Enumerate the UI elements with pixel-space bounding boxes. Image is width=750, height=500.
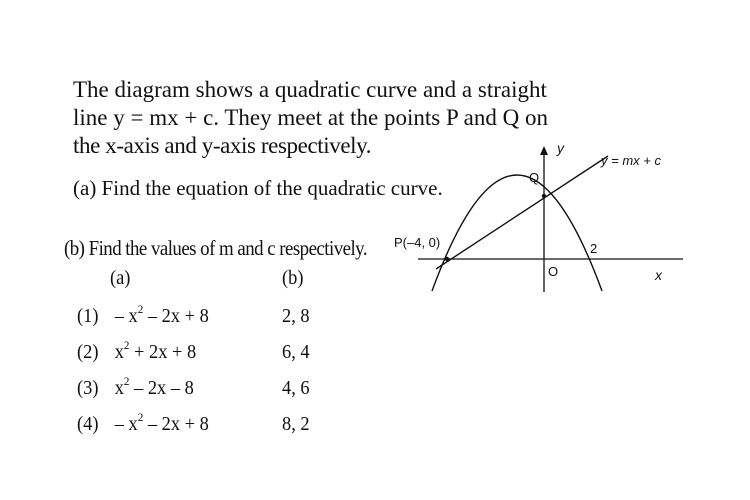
- quadratic-curve: [432, 175, 602, 291]
- intro-line-3: the x-axis and y-axis respectively.: [73, 133, 372, 158]
- option-b-values: 2, 8: [282, 305, 310, 327]
- intro-line-1: The diagram shows a quadratic curve and a straight: [73, 77, 547, 102]
- option-b-values: 6, 4: [282, 341, 310, 363]
- option-a-expression: $x^2 + 2x + 8$: [114, 338, 197, 363]
- option-label: (3): [77, 377, 99, 399]
- point-p-label: P(–4, 0): [394, 235, 441, 250]
- option-a-expression: – $x^2 - 2x + 8$: [114, 410, 209, 435]
- point-q-dot: [542, 194, 546, 198]
- option-row-2[interactable]: [77, 338, 197, 364]
- option-label: (1): [77, 305, 99, 327]
- options-header-b: (b): [282, 267, 304, 289]
- options-header-a: (a): [110, 267, 131, 289]
- line-equation-label: y = mx + c: [601, 153, 661, 168]
- option-row-4[interactable]: [77, 410, 209, 436]
- option-a-expression: $x^2 - 2x - 8$: [114, 374, 194, 399]
- point-p-dot: [445, 257, 449, 261]
- option-label: (2): [77, 341, 99, 363]
- y-axis-label: y: [557, 140, 564, 156]
- intro-line-2: line y = mx + c. They meet at the points P and Q on: [73, 105, 549, 130]
- option-b-values: 4, 6: [282, 377, 310, 399]
- option-b-values: 8, 2: [282, 413, 310, 435]
- option-row-3[interactable]: [77, 374, 194, 400]
- origin-label: O: [548, 264, 559, 279]
- part-a-question: (a) Find the equation of the quadratic curve.: [73, 176, 443, 200]
- option-label: (4): [77, 413, 99, 435]
- option-row-1[interactable]: [77, 302, 209, 328]
- point-q-label: Q: [529, 170, 540, 185]
- straight-line: [436, 156, 608, 269]
- x-axis-label: x: [655, 267, 662, 283]
- option-a-expression: – $x^2 - 2x + 8$: [114, 302, 209, 327]
- x-intercept-label: 2: [590, 241, 598, 256]
- y-axis-arrow-icon: [540, 146, 548, 155]
- part-b-question: (b) Find the values of m and c respectively.: [64, 236, 368, 260]
